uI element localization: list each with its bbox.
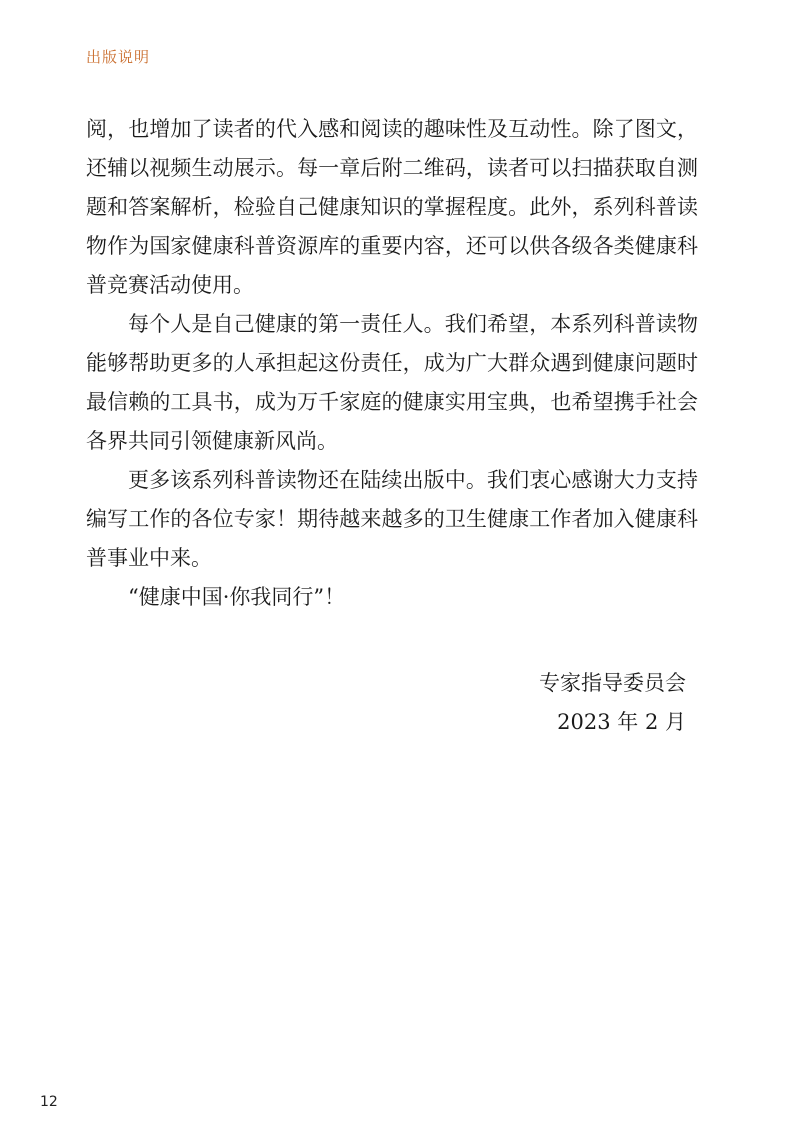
text-line: 普竞赛活动使用。 [86,273,254,297]
paragraph [86,305,698,461]
text-line: 各界共同引领健康新风尚。 [86,429,338,453]
signature [539,664,686,742]
paragraph [86,461,698,578]
signature-author: 专家指导委员会 [539,671,686,695]
paragraph [86,578,698,617]
body-text [86,110,698,617]
text-line: 更多该系列科普读物还在陆续出版中。我们衷心感谢大力支持 [128,468,698,492]
text-line: 题和答案解析，检验自己健康知识的掌握程度。此外，系列科普读 [86,195,698,219]
text-line: “健康中国·你我同行”！ [128,585,346,609]
text-line: 编写工作的各位专家！期待越来越多的卫生健康工作者加入健康科 [86,507,698,531]
text-line: 最信赖的工具书，成为万千家庭的健康实用宝典，也希望携手社会 [86,390,698,414]
text-line: 普事业中来。 [86,546,212,570]
text-line: 阅，也增加了读者的代入感和阅读的趣味性及互动性。除了图文， [86,117,698,141]
section-title: 出版说明 [86,48,151,66]
text-line: 还辅以视频生动展示。每一章后附二维码，读者可以扫描获取自测 [86,156,698,180]
page-number: 12 [40,1094,58,1110]
text-line: 物作为国家健康科普资源库的重要内容，还可以供各级各类健康科 [86,234,698,258]
signature-date: 2023 年 2 月 [557,710,686,734]
text-line: 能够帮助更多的人承担起这份责任，成为广大群众遇到健康问题时 [86,351,698,375]
paragraph [86,110,698,305]
text-line: 每个人是自己健康的第一责任人。我们希望，本系列科普读物 [128,312,698,336]
